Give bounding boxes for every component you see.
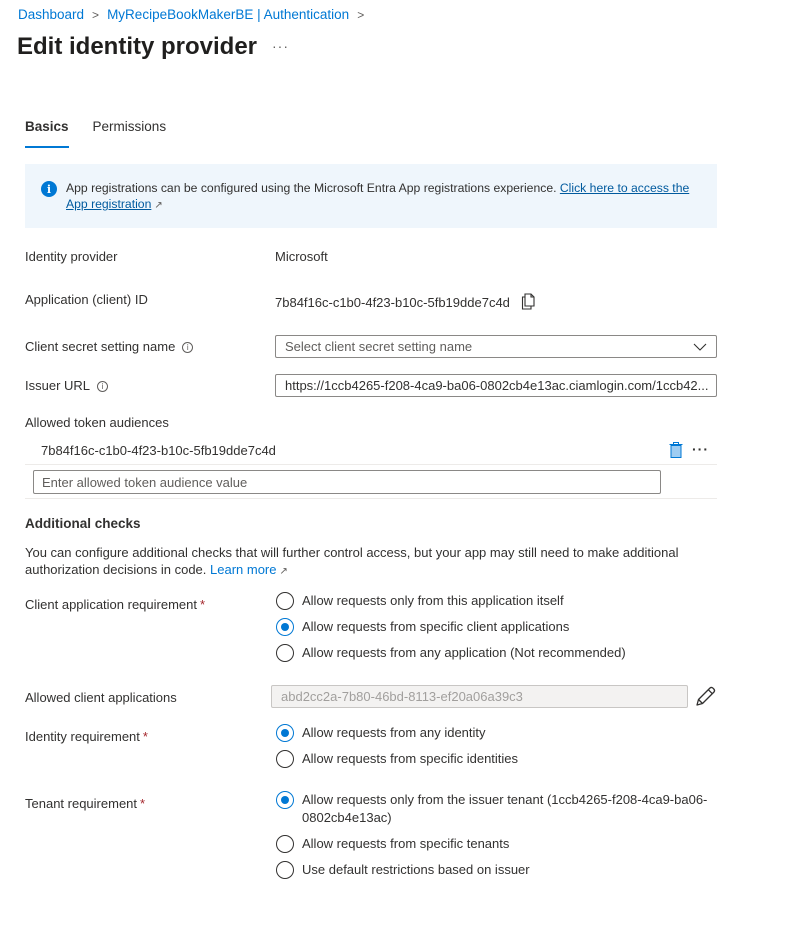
radio-specific-identities[interactable]: Allow requests from specific identities bbox=[276, 750, 518, 768]
info-icon: i bbox=[41, 181, 57, 197]
token-audience-value: 7b84f16c-c1b0-4f23-b10c-5fb19dde7c4d bbox=[41, 443, 276, 458]
client-secret-label: Client secret setting name i bbox=[25, 339, 193, 354]
required-marker: * bbox=[142, 729, 148, 744]
breadcrumb-dashboard[interactable]: Dashboard bbox=[18, 7, 85, 22]
issuer-url-input[interactable]: https://1ccb4265-f208-4ca9-ba06-0802cb4e13ac.ciamlogin.com/1ccb42... bbox=[275, 374, 717, 397]
required-marker: * bbox=[140, 796, 146, 811]
app-registration-link[interactable]: Click here to access the App registration bbox=[66, 181, 690, 211]
token-audience-input-row bbox=[25, 465, 717, 499]
info-message-bar bbox=[25, 164, 717, 228]
client-secret-dropdown[interactable] bbox=[275, 335, 717, 358]
client-secret-placeholder: Select client secret setting name bbox=[285, 339, 473, 354]
breadcrumb-authentication[interactable]: MyRecipeBookMakerBE | Authentication bbox=[107, 7, 350, 22]
radio-circle-icon bbox=[276, 861, 294, 879]
token-audience-row bbox=[25, 437, 717, 465]
chevron-down-icon bbox=[693, 343, 707, 351]
identity-requirement-radio-group bbox=[276, 724, 518, 776]
more-options-icon[interactable]: ··· bbox=[272, 38, 289, 54]
app-client-id-label: Application (client) ID bbox=[25, 292, 148, 307]
radio-circle-icon bbox=[276, 592, 294, 610]
breadcrumb bbox=[18, 7, 372, 22]
radio-circle-icon bbox=[276, 791, 294, 809]
radio-circle-icon bbox=[276, 750, 294, 768]
info-circle-icon[interactable]: i bbox=[182, 342, 193, 353]
info-message-text bbox=[66, 180, 689, 228]
additional-checks-title: Additional checks bbox=[25, 516, 141, 531]
issuer-url-label: Issuer URL i bbox=[25, 378, 108, 393]
tenant-requirement-label: Tenant requirement * bbox=[25, 796, 146, 811]
external-link-icon: ↗ bbox=[154, 200, 163, 211]
additional-checks-description: You can configure additional checks that will further control access, but your app may still need to make additional authorization decisions in code. Learn more ↗ bbox=[25, 545, 679, 577]
token-audiences-label: Allowed token audiences bbox=[25, 415, 169, 430]
radio-circle-icon bbox=[276, 618, 294, 636]
token-audience-input[interactable]: Enter allowed token audience value bbox=[33, 470, 661, 494]
client-app-requirement-radio-group bbox=[276, 592, 626, 670]
learn-more-link[interactable]: Learn more bbox=[210, 562, 277, 577]
radio-circle-icon bbox=[276, 835, 294, 853]
radio-any-identity[interactable]: Allow requests from any identity bbox=[276, 724, 518, 742]
required-marker: * bbox=[199, 597, 206, 612]
radio-circle-icon bbox=[276, 724, 294, 742]
identity-requirement-label: Identity requirement * bbox=[25, 729, 148, 744]
tab-basics[interactable]: Basics bbox=[25, 119, 69, 142]
chevron-right-icon: > bbox=[357, 7, 365, 22]
info-circle-icon[interactable]: i bbox=[97, 381, 108, 392]
radio-app-itself[interactable]: Allow requests only from this application itself bbox=[276, 592, 626, 610]
radio-issuer-tenant[interactable]: Allow requests only from the issuer tenant (1ccb4265-f208-4ca9-ba06-0802cb4e13ac) bbox=[276, 791, 722, 827]
delete-icon[interactable] bbox=[669, 442, 683, 458]
allowed-client-apps-input: abd2cc2a-7b80-46bd-8113-ef20a06a39c3 bbox=[271, 685, 688, 708]
radio-specific-client-apps[interactable]: Allow requests from specific client applications bbox=[276, 618, 626, 636]
tenant-requirement-radio-group bbox=[276, 791, 722, 887]
identity-provider-label: Identity provider bbox=[25, 249, 118, 264]
radio-circle-icon bbox=[276, 644, 294, 662]
chevron-right-icon: > bbox=[92, 7, 100, 22]
client-app-requirement-label: Client application requirement * bbox=[25, 597, 206, 612]
radio-specific-tenants[interactable]: Allow requests from specific tenants bbox=[276, 835, 722, 853]
tab-bar bbox=[25, 119, 166, 142]
tab-permissions[interactable]: Permissions bbox=[92, 119, 167, 134]
copy-icon[interactable] bbox=[521, 293, 537, 310]
app-client-id-value: 7b84f16c-c1b0-4f23-b10c-5fb19dde7c4d bbox=[275, 295, 510, 310]
radio-any-application[interactable]: Allow requests from any application (Not recommended) bbox=[276, 644, 626, 662]
page-title: Edit identity provider bbox=[17, 33, 258, 60]
more-options-icon[interactable]: ··· bbox=[692, 441, 709, 457]
external-link-icon: ↗ bbox=[279, 566, 288, 577]
allowed-client-apps-label: Allowed client applications bbox=[25, 690, 177, 705]
edit-pencil-icon[interactable] bbox=[693, 685, 717, 709]
info-text: App registrations can be configured using the Microsoft Entra App registrations experience. bbox=[66, 181, 557, 195]
identity-provider-value: Microsoft bbox=[275, 249, 328, 264]
radio-default-restrictions[interactable]: Use default restrictions based on issuer bbox=[276, 861, 722, 879]
